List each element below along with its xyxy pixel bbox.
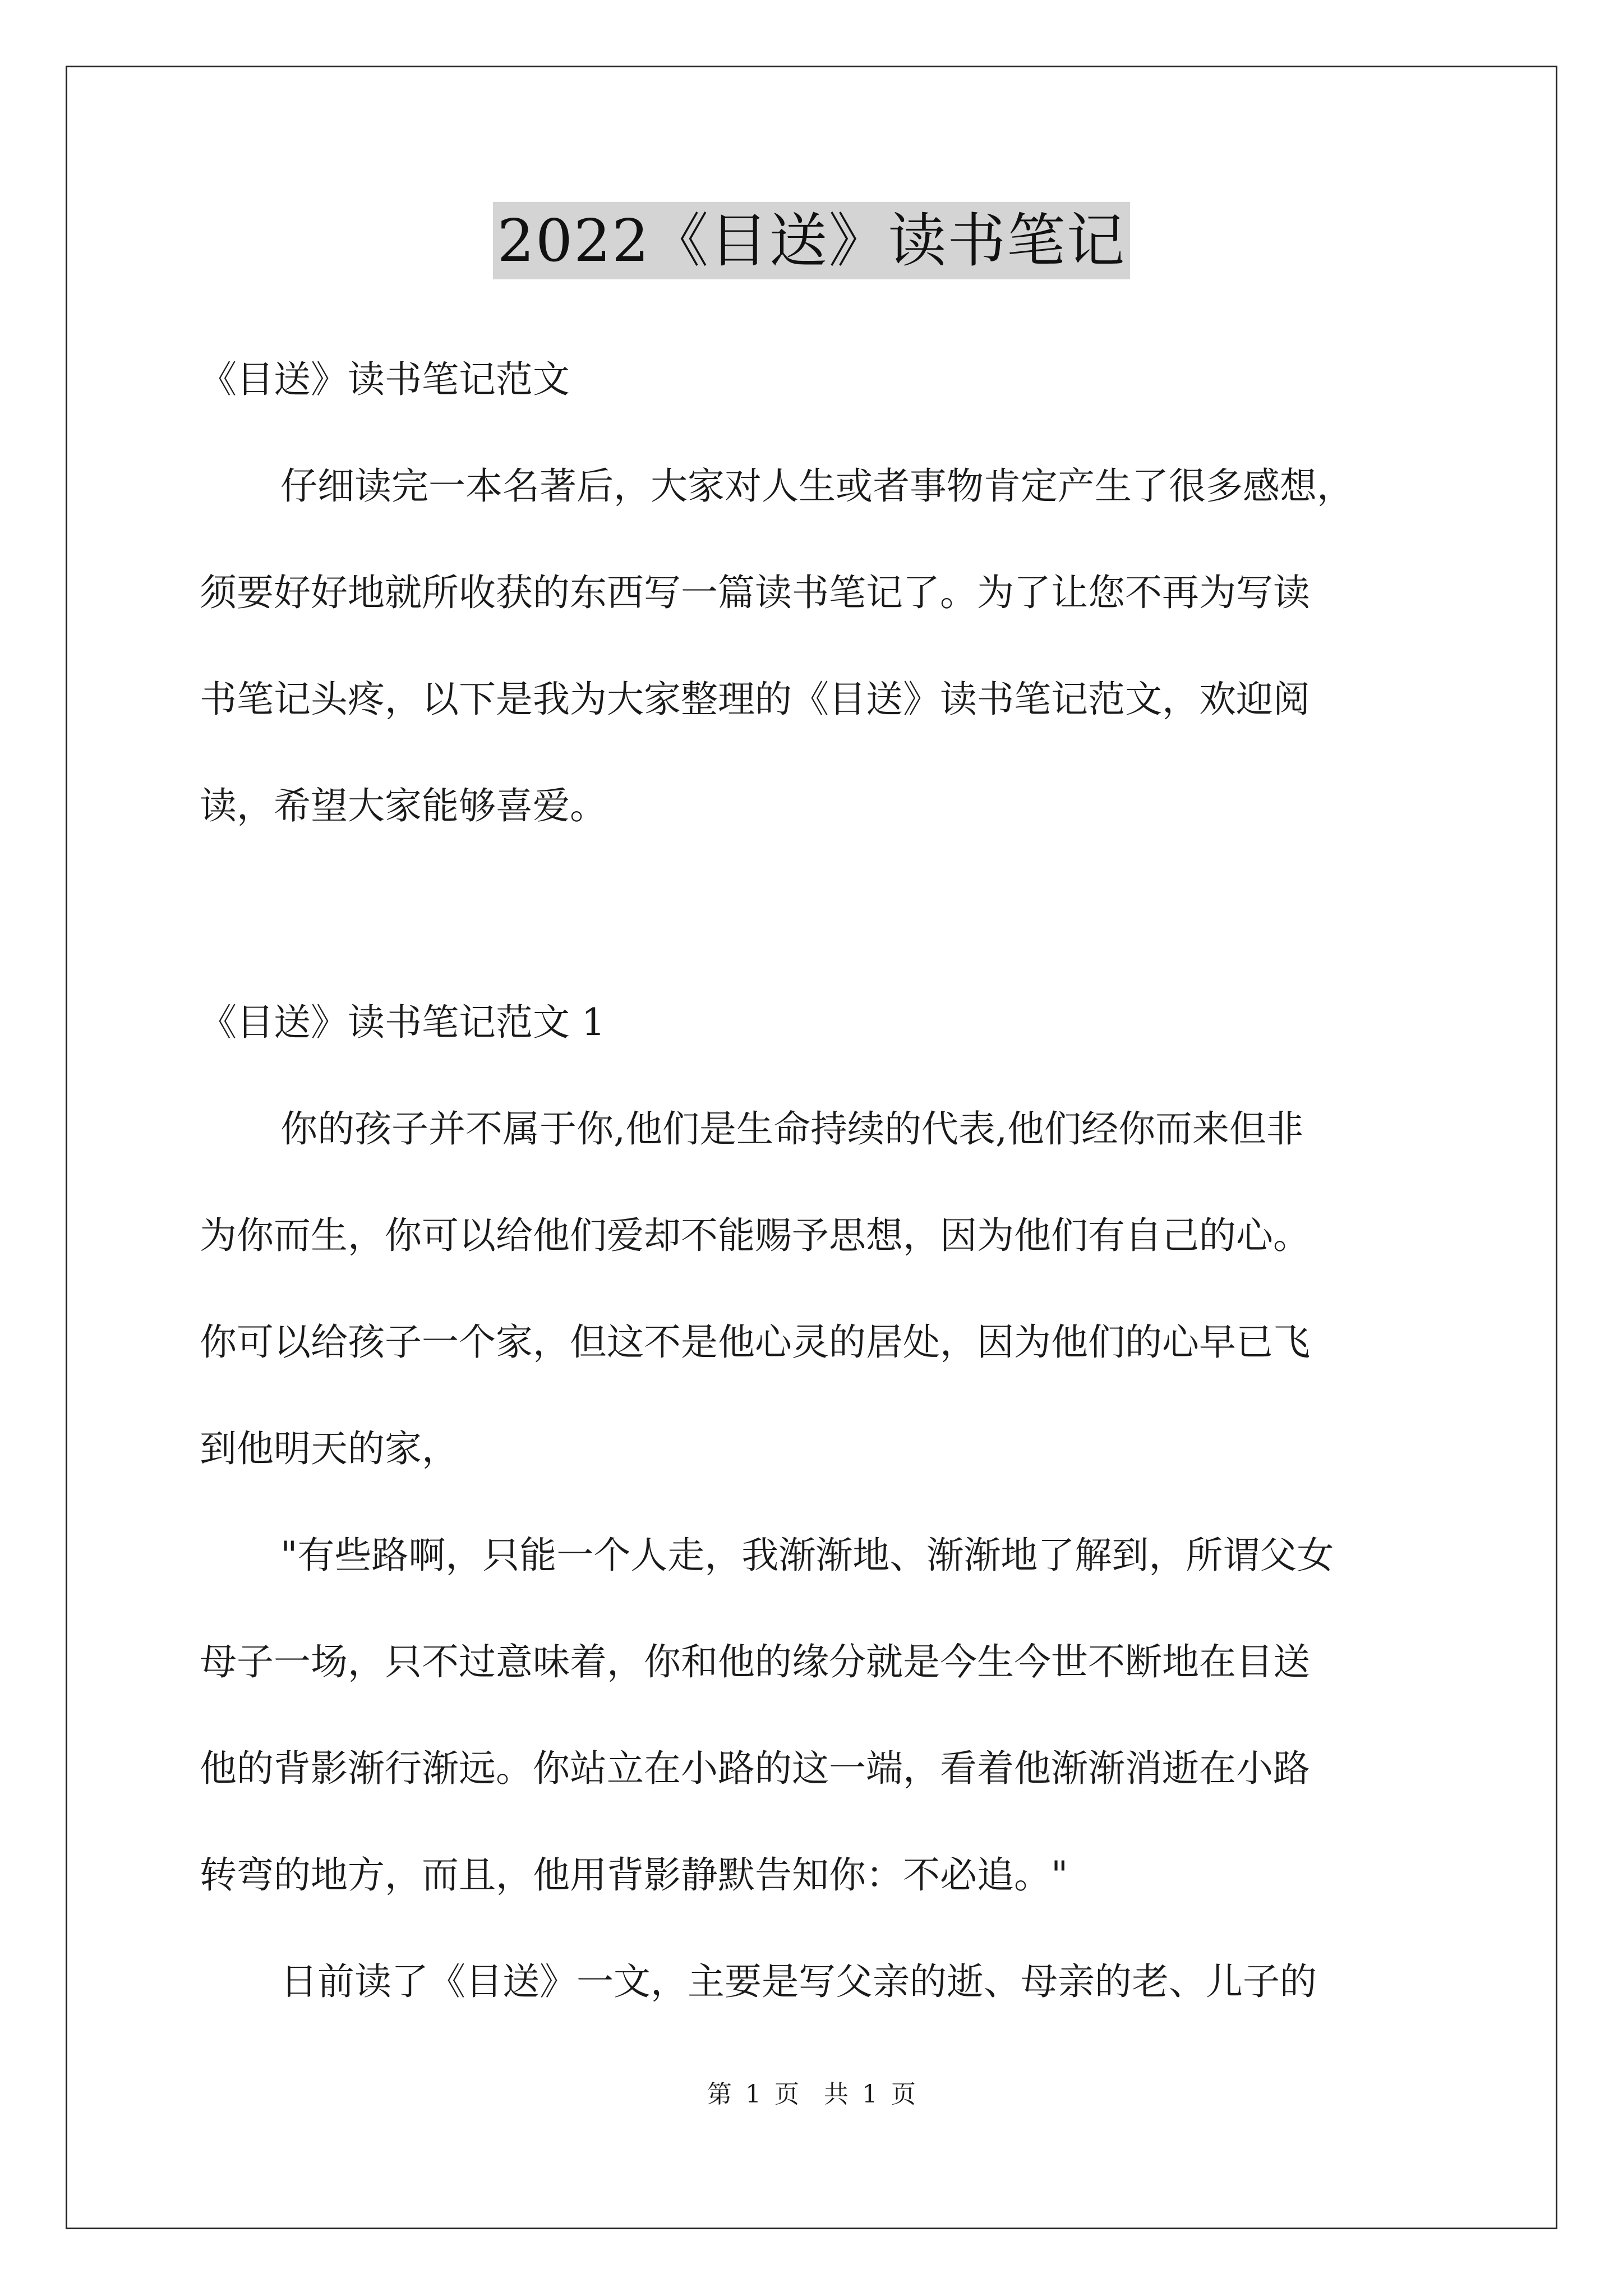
paragraph-line: 母子一场，只不过意味着，你和他的缘分就是今生今世不断地在目送	[200, 1640, 1310, 1683]
paragraph-line: 到他明天的家，	[200, 1427, 459, 1470]
paragraph-line: 转弯的地方，而且，他用背影静默告知你：不必追。"	[200, 1853, 1068, 1897]
paragraph-line: 仔细读完一本名著后，大家对人生或者事物肯定产生了很多感想，	[280, 464, 1354, 508]
section-heading: 《目送》读书笔记范文	[200, 358, 570, 401]
paragraph-line: "有些路啊，只能一个人走，我渐渐地、渐渐地了解到，所谓父女	[280, 1534, 1334, 1577]
paragraph-line: 你可以给孩子一个家，但这不是他心灵的居处，因为他们的心早已飞	[200, 1320, 1310, 1364]
paragraph-line: 须要好好地就所收获的东西写一篇读书笔记了。为了让您不再为写读	[200, 571, 1310, 614]
title-container	[0, 202, 1623, 279]
paragraph-line: 读，希望大家能够喜爱。	[200, 784, 607, 827]
paragraph-line: 为你而生，你可以给他们爱却不能赐予思想，因为他们有自己的心。	[200, 1214, 1310, 1257]
document-title: 2022《目送》读书笔记	[493, 202, 1131, 279]
paragraph-line: 你的孩子并不属于你,他们是生命持续的代表,他们经你而来但非	[280, 1107, 1303, 1151]
page-footer: 第 1 页 共 1 页	[707, 2080, 916, 2109]
paragraph-line: 他的背影渐行渐远。你站立在小路的这一端，看着他渐渐消逝在小路	[200, 1747, 1310, 1790]
paragraph-line: 日前读了《目送》一文，主要是写父亲的逝、母亲的老、儿子的	[280, 1960, 1317, 2003]
section-heading: 《目送》读书笔记范文 1	[200, 1001, 605, 1044]
paragraph-line: 书笔记头疼，以下是我为大家整理的《目送》读书笔记范文，欢迎阅	[200, 678, 1310, 721]
